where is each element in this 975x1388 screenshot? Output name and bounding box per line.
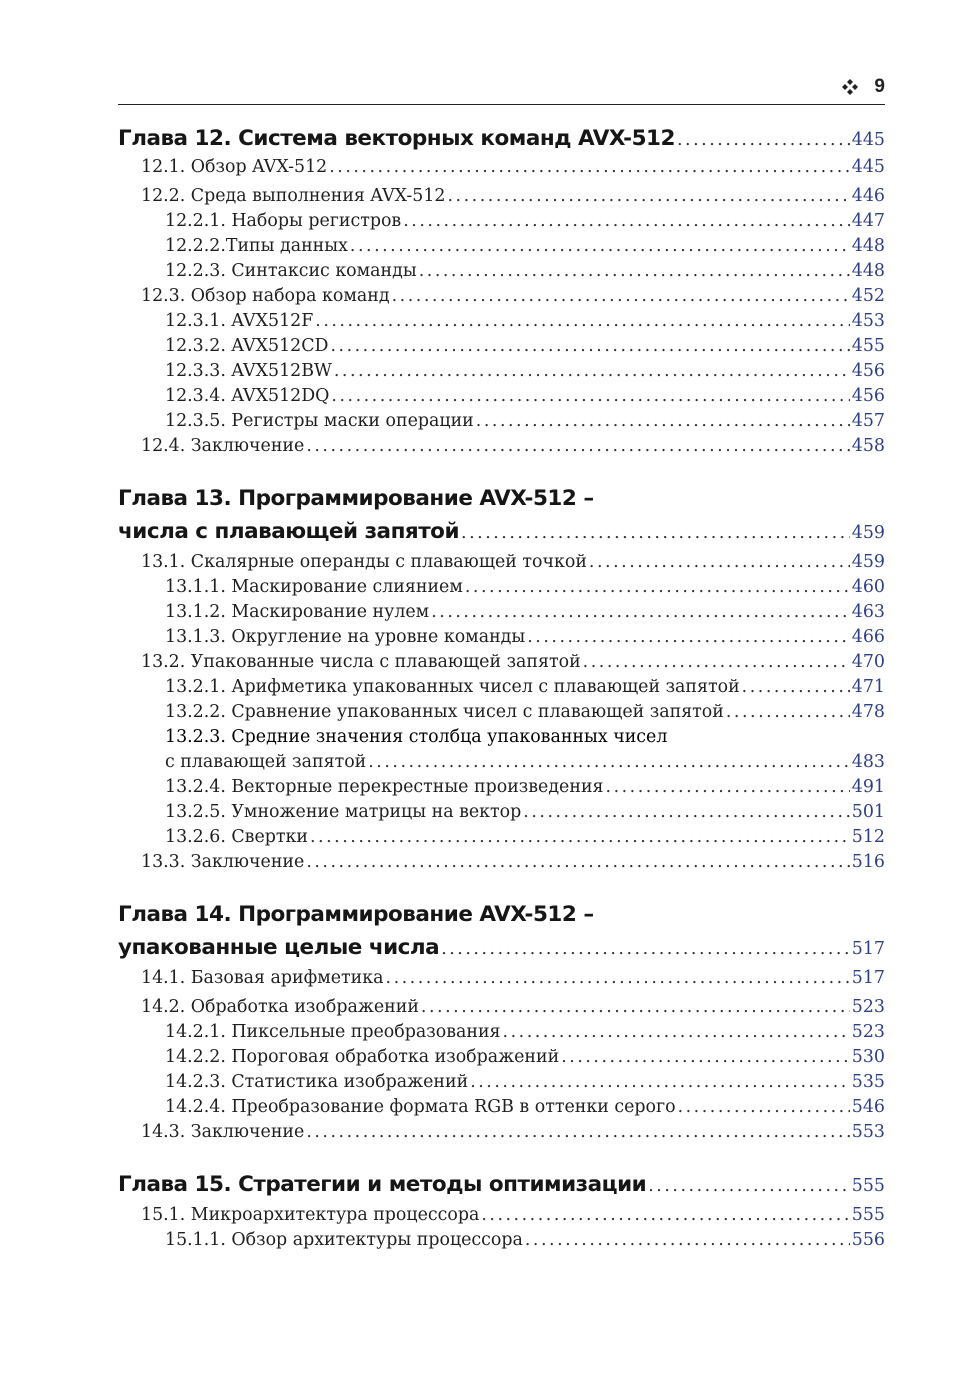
page-ref: 445 xyxy=(851,157,885,177)
toc-subsection-12-3-5[interactable] xyxy=(118,409,885,434)
toc-section-14-1[interactable] xyxy=(118,966,885,991)
dot-leader xyxy=(726,700,850,725)
subsection-title: 12.3.5. Регистры маски операции xyxy=(165,411,474,431)
subsection-title: 12.3.4. AVX512DQ xyxy=(165,386,330,406)
dot-leader xyxy=(589,550,850,575)
page-ref: 466 xyxy=(851,627,885,647)
dot-leader xyxy=(503,1020,850,1045)
dot-leader xyxy=(310,825,850,850)
page-ref: 523 xyxy=(851,1022,885,1042)
section-title: 12.3. Обзор набора команд xyxy=(141,286,390,306)
header-right xyxy=(842,76,885,98)
page-ref: 448 xyxy=(851,261,885,281)
toc-chapter-14-title-line1[interactable]: Глава 14. Программирование AVX-512 – xyxy=(118,902,594,927)
dot-leader xyxy=(403,209,850,234)
toc-subsection-13-2-1[interactable] xyxy=(118,675,885,700)
dot-leader xyxy=(525,1228,850,1253)
dot-leader xyxy=(421,995,850,1020)
toc-subsection-12-3-2[interactable] xyxy=(118,334,885,359)
section-title: 14.2. Обработка изображений xyxy=(141,997,419,1017)
toc-subsection-13-2-2[interactable] xyxy=(118,700,885,725)
dot-leader xyxy=(368,750,850,775)
page-ref: 459 xyxy=(851,552,885,572)
page-ref: 501 xyxy=(851,802,885,822)
toc-chapter-13-title-line1[interactable]: Глава 13. Программирование AVX-512 – xyxy=(118,486,594,511)
toc-chapter-14[interactable] xyxy=(118,931,885,964)
section-title: 14.3. Заключение xyxy=(141,1122,305,1142)
subsection-title: 12.3.1. AVX512F xyxy=(165,311,314,331)
dot-leader xyxy=(350,234,850,259)
toc-subsection-12-3-3[interactable] xyxy=(118,359,885,384)
toc-section-14-2[interactable] xyxy=(118,995,885,1020)
page-ref: 471 xyxy=(851,677,885,697)
dot-leader xyxy=(386,966,850,991)
dot-leader xyxy=(392,284,850,309)
section-title: 12.4. Заключение xyxy=(141,436,305,456)
toc-subsection-12-2-1[interactable] xyxy=(118,209,885,234)
dot-leader xyxy=(606,775,850,800)
toc-subsection-13-2-3[interactable] xyxy=(118,750,885,775)
dot-leader xyxy=(583,650,850,675)
page-ref: 456 xyxy=(851,386,885,406)
toc-subsection-13-1-1[interactable] xyxy=(118,575,885,600)
dot-leader xyxy=(431,600,850,625)
toc-section-13-2[interactable] xyxy=(118,650,885,675)
toc-subsection-13-2-3-title-line1[interactable]: 13.2.3. Средние значения столбца упакованных чисел xyxy=(165,727,668,747)
dot-leader xyxy=(329,155,850,180)
dot-leader xyxy=(419,259,850,284)
page-ref: 457 xyxy=(851,411,885,431)
four-diamond-ornament-icon xyxy=(842,79,858,95)
page-ref: 530 xyxy=(851,1047,885,1067)
subsection-title: 13.2.4. Векторные перекрестные произведения xyxy=(165,777,604,797)
chapter-title: Глава 12. Система векторных команд AVX-512 xyxy=(118,126,675,151)
toc-section-13-3[interactable] xyxy=(118,850,885,875)
page-ref: 517 xyxy=(851,968,885,988)
toc-chapter-13[interactable] xyxy=(118,515,885,548)
section-title: 12.1. Обзор AVX-512 xyxy=(141,157,328,177)
page-ref: 453 xyxy=(851,311,885,331)
page-ref: 517 xyxy=(851,939,885,959)
toc-subsection-12-3-1[interactable] xyxy=(118,309,885,334)
toc-section-12-3[interactable] xyxy=(118,284,885,309)
subsection-title: 12.2.1. Наборы регистров xyxy=(165,211,402,231)
dot-leader xyxy=(306,1120,849,1145)
subsection-title: 13.2.6. Свертки xyxy=(165,827,308,847)
toc-section-13-1[interactable] xyxy=(118,550,885,575)
page-ref: 447 xyxy=(851,211,885,231)
toc-subsection-14-2-3[interactable] xyxy=(118,1070,885,1095)
toc-subsection-12-2-3[interactable] xyxy=(118,259,885,284)
section-title: 13.2. Упакованные числа с плавающей запятой xyxy=(141,652,581,672)
subsection-title: 12.3.2. AVX512CD xyxy=(165,336,329,356)
page-ref: 512 xyxy=(851,827,885,847)
dot-leader xyxy=(527,625,850,650)
dot-leader xyxy=(330,334,849,359)
page-ref: 463 xyxy=(851,602,885,622)
dot-leader xyxy=(742,675,850,700)
chapter-title: Глава 15. Стратегии и методы оптимизации xyxy=(118,1172,647,1197)
page-ref: 483 xyxy=(851,752,885,772)
page-ref: 446 xyxy=(851,186,885,206)
page-ref: 445 xyxy=(851,130,885,150)
section-title: 12.2. Среда выполнения AVX-512 xyxy=(141,186,446,206)
page-ref: 553 xyxy=(851,1122,885,1142)
toc-subsection-14-2-1[interactable] xyxy=(118,1020,885,1045)
dot-leader xyxy=(315,309,850,334)
dot-leader xyxy=(465,575,850,600)
toc-section-12-1[interactable] xyxy=(118,155,885,180)
subsection-title: 14.2.1. Пиксельные преобразования xyxy=(165,1022,501,1042)
dot-leader xyxy=(481,1203,849,1228)
toc-subsection-13-2-4[interactable] xyxy=(118,775,885,800)
subsection-title: 13.1.2. Маскирование нулем xyxy=(165,602,430,622)
toc-subsection-12-2-2[interactable] xyxy=(118,234,885,259)
dot-leader xyxy=(331,384,849,409)
dot-leader xyxy=(648,1168,850,1203)
toc-subsection-12-3-4[interactable] xyxy=(118,384,885,409)
toc-subsection-15-1-1[interactable] xyxy=(118,1228,885,1253)
dot-leader xyxy=(334,359,850,384)
toc-subsection-14-2-2[interactable] xyxy=(118,1045,885,1070)
page-ref: 455 xyxy=(851,336,885,356)
subsection-title: 14.2.4. Преобразование формата RGB в оттенки серого xyxy=(165,1097,676,1117)
dot-leader xyxy=(306,850,849,875)
subsection-title: 12.2.3. Синтаксис команды xyxy=(165,261,417,281)
page-ref: 452 xyxy=(851,286,885,306)
subsection-title: 13.2.2. Сравнение упакованных чисел с плавающей запятой xyxy=(165,702,724,722)
subsection-title: 13.1.1. Маскирование слиянием xyxy=(165,577,463,597)
page-ref: 555 xyxy=(851,1176,885,1196)
dot-leader xyxy=(461,515,850,550)
section-title: 15.1. Микроархитектура процессора xyxy=(141,1205,480,1225)
section-title: 13.3. Заключение xyxy=(141,852,305,872)
page-ref: 458 xyxy=(851,436,885,456)
dot-leader xyxy=(561,1045,850,1070)
dot-leader xyxy=(677,122,850,157)
page-ref: 516 xyxy=(851,852,885,872)
subsection-title: 13.2.1. Арифметика упакованных чисел с плавающей запятой xyxy=(165,677,740,697)
subsection-title: 13.2.5. Умножение матрицы на вектор xyxy=(165,802,522,822)
page-ref: 555 xyxy=(851,1205,885,1225)
dot-leader xyxy=(306,434,849,459)
table-of-contents xyxy=(118,104,885,1253)
section-title: 14.1. Базовая арифметика xyxy=(141,968,384,988)
toc-subsection-13-2-6[interactable] xyxy=(118,825,885,850)
page-ref: 456 xyxy=(851,361,885,381)
book-page xyxy=(118,0,885,1388)
toc-subsection-14-2-4[interactable] xyxy=(118,1095,885,1120)
toc-subsection-13-2-5[interactable] xyxy=(118,800,885,825)
subsection-title: 12.2.2.Типы данных xyxy=(165,236,348,256)
chapter-title: числа с плавающей запятой xyxy=(118,519,460,544)
page-ref: 459 xyxy=(851,523,885,543)
dot-leader xyxy=(441,931,850,966)
subsection-title: 15.1.1. Обзор архитектуры процессора xyxy=(165,1230,523,1250)
dot-leader xyxy=(523,800,850,825)
page-ref: 460 xyxy=(851,577,885,597)
toc-subsection-13-1-2[interactable] xyxy=(118,600,885,625)
page-ref: 448 xyxy=(851,236,885,256)
subsection-title: 14.2.2. Пороговая обработка изображений xyxy=(165,1047,560,1067)
page-ref: 556 xyxy=(851,1230,885,1250)
toc-section-12-2[interactable] xyxy=(118,184,885,209)
subsection-title: 12.3.3. AVX512BW xyxy=(165,361,332,381)
dot-leader xyxy=(470,1070,850,1095)
page-ref: 470 xyxy=(851,652,885,672)
running-header xyxy=(118,74,885,105)
page-ref: 546 xyxy=(851,1097,885,1117)
page-ref: 523 xyxy=(851,997,885,1017)
chapter-title: упакованные целые числа xyxy=(118,935,440,960)
page-ref: 491 xyxy=(851,777,885,797)
dot-leader xyxy=(678,1095,850,1120)
toc-chapter-15[interactable] xyxy=(118,1168,885,1201)
page-number: 9 xyxy=(874,76,885,97)
subsection-title: 13.1.3. Округление на уровне команды xyxy=(165,627,526,647)
subsection-title: с плавающей запятой xyxy=(165,752,367,772)
toc-subsection-13-1-3[interactable] xyxy=(118,625,885,650)
page-ref: 535 xyxy=(851,1072,885,1092)
toc-section-14-3[interactable] xyxy=(118,1120,885,1145)
section-title: 13.1. Скалярные операнды с плавающей точкой xyxy=(141,552,587,572)
page-ref: 478 xyxy=(851,702,885,722)
toc-section-12-4[interactable] xyxy=(118,434,885,459)
toc-section-15-1[interactable] xyxy=(118,1203,885,1228)
subsection-title: 14.2.3. Статистика изображений xyxy=(165,1072,469,1092)
toc-chapter-12[interactable] xyxy=(118,122,885,155)
dot-leader xyxy=(476,409,850,434)
dot-leader xyxy=(448,184,850,209)
